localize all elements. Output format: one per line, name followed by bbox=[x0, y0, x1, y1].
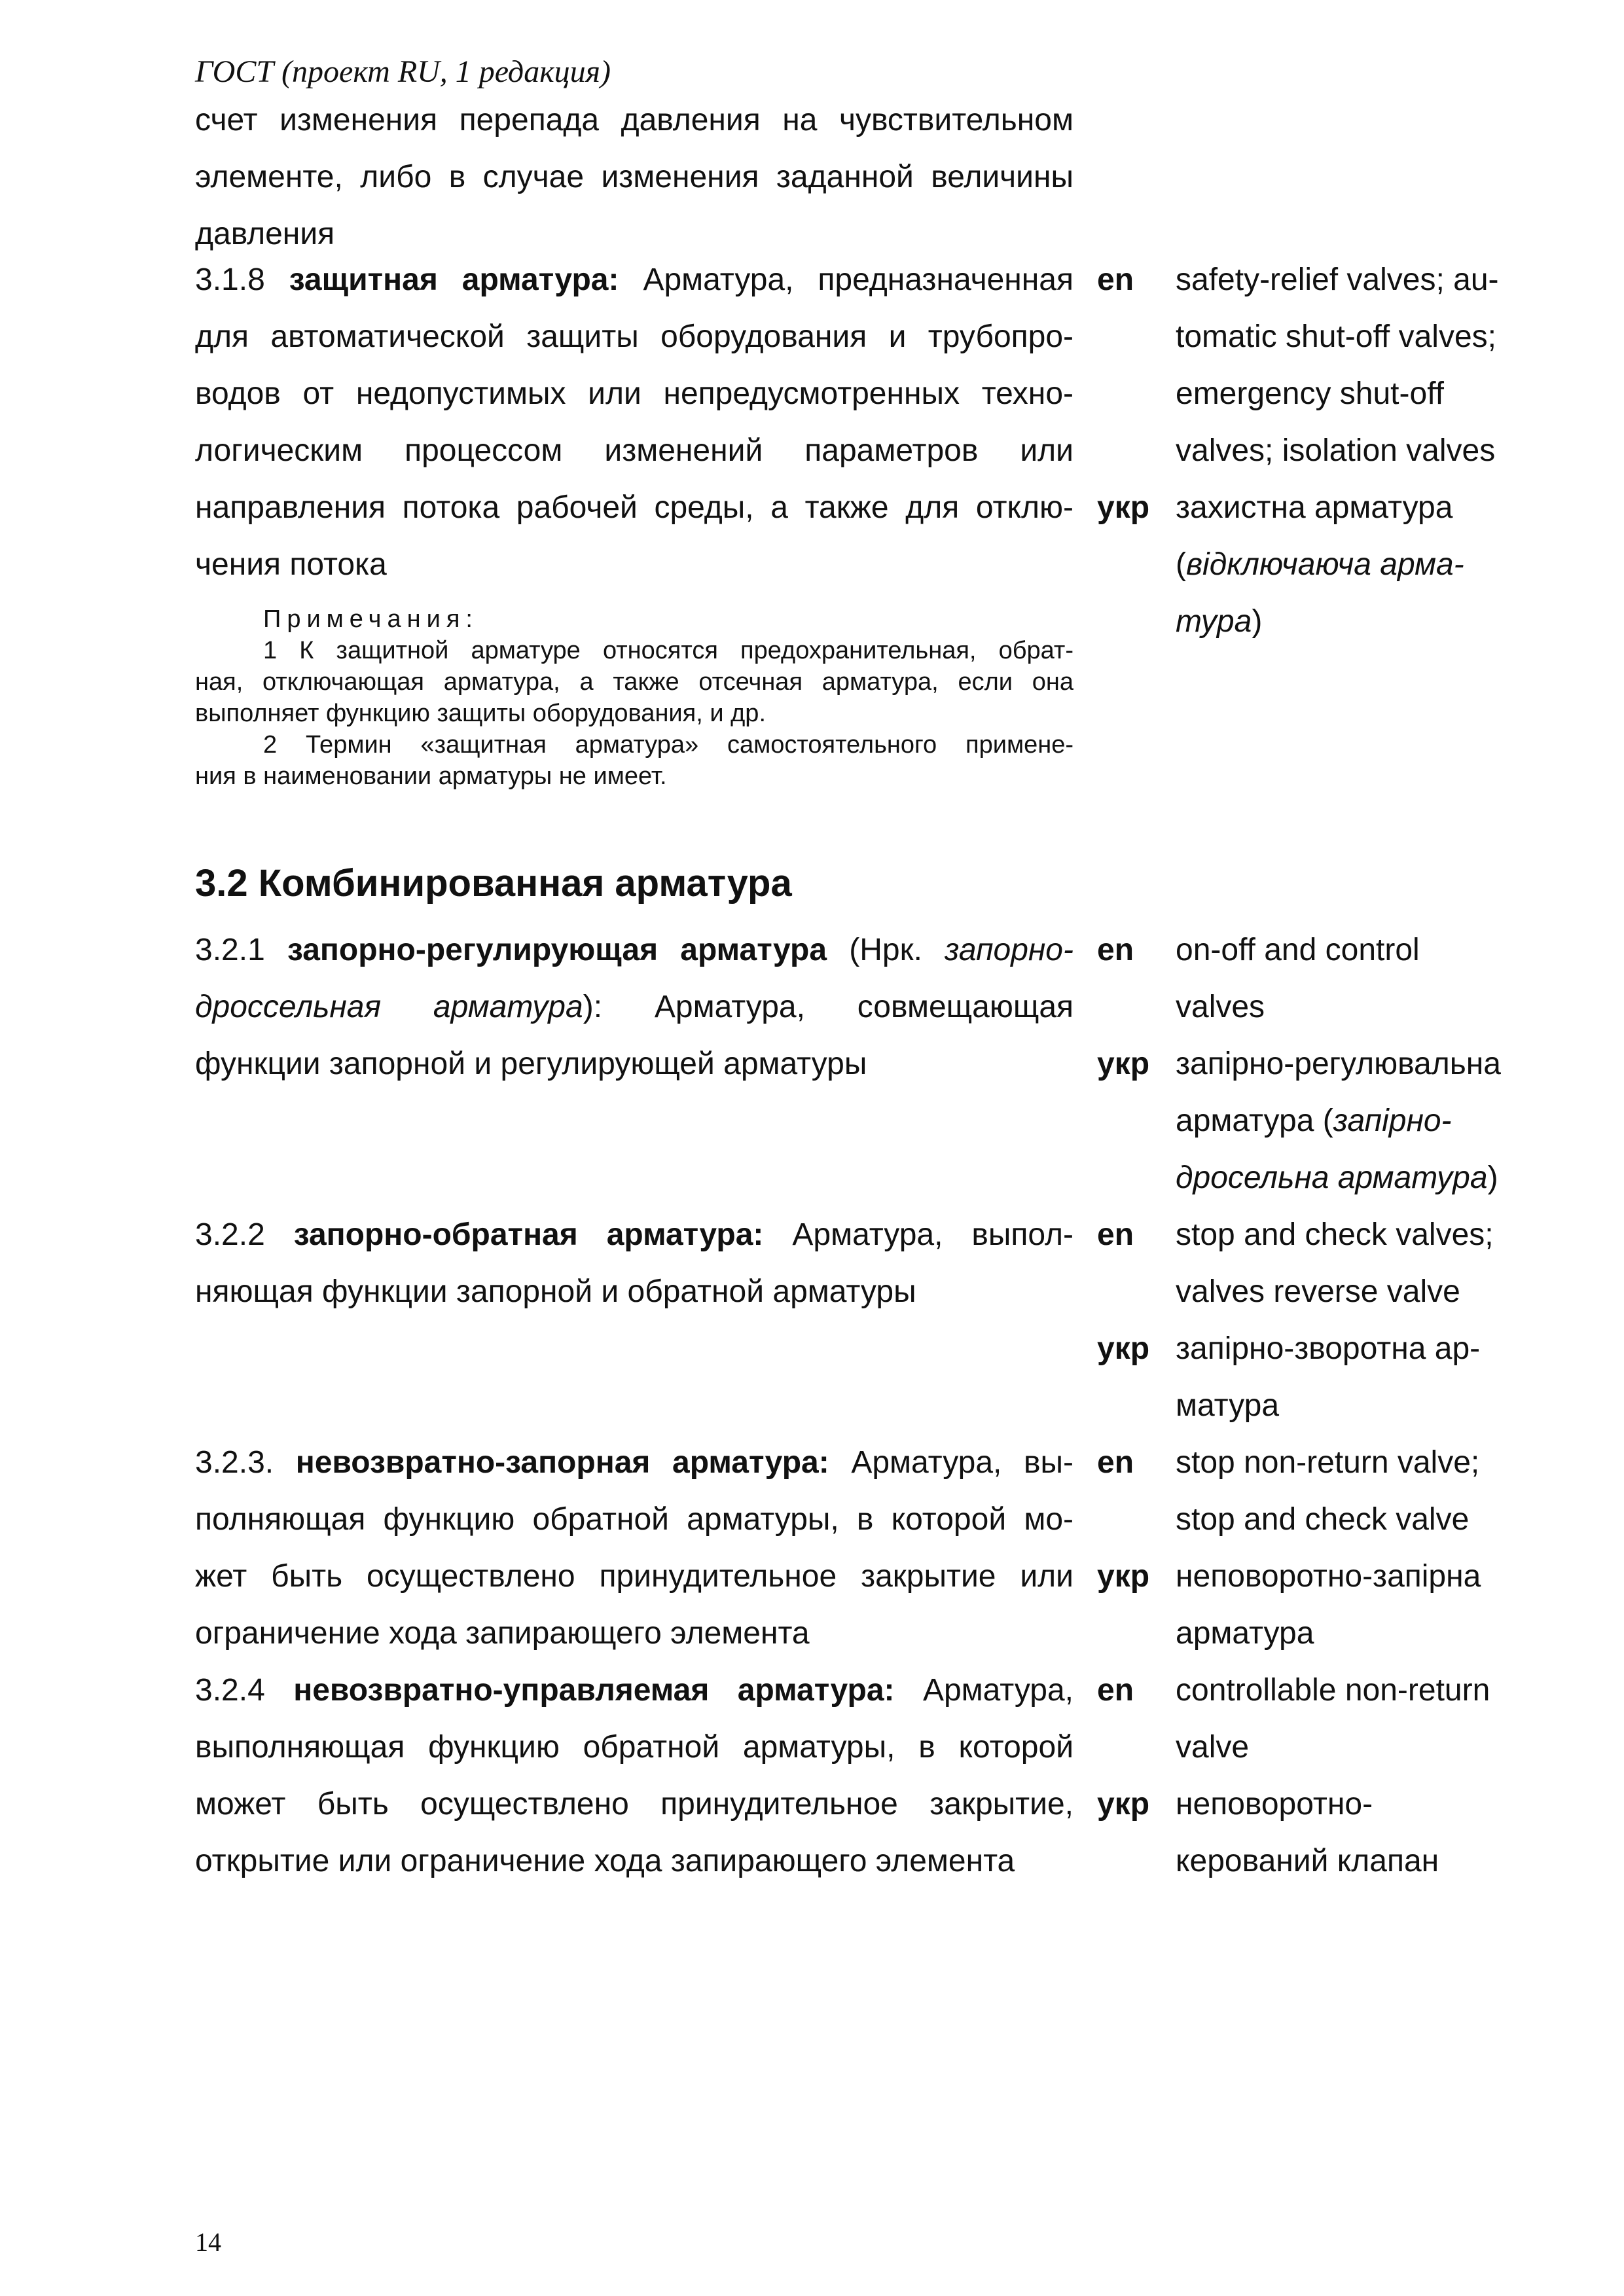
lang-label-uk: укр bbox=[1097, 1331, 1150, 1366]
term-definition: 3.2.3. невозвратно-запорная арматура: Арматура, вы- полняющая функцию обратной арматуры, в которой мо- жет быть осуществлено принудительное закрытие или ограничение хода запирающего элемента bbox=[195, 1434, 1074, 1662]
translation-uk: запірно-зворотна ар- матура bbox=[1176, 1331, 1481, 1423]
document-header: ГОСТ (проект RU, 1 редакция) bbox=[195, 54, 611, 89]
lang-label-en: en bbox=[1097, 262, 1134, 297]
term-title: невозвратно-управляемая арматура: bbox=[293, 1673, 895, 1708]
definition-line: чения потока bbox=[195, 547, 387, 582]
translation-uk: неповоротно- керований клапан bbox=[1176, 1787, 1439, 1878]
translation-uk: захистна арматура (відключаюча арма- тура) bbox=[1176, 490, 1464, 639]
definition-line: полняющая функцию обратной арматуры, в которой мо- bbox=[195, 1502, 1074, 1537]
definition-text: Арматура, предназначенная bbox=[643, 262, 1074, 297]
translation-uk: запірно-регулювальна арматура (запірно- дросельна арматура) bbox=[1176, 1047, 1501, 1195]
lang-label-en: en bbox=[1097, 1217, 1134, 1252]
term-definition: 3.2.1 запорно-регулирующая арматура (Нрк. запорно- дроссельная арматура): Арматура, совмещающая функции запорной и регулирующей арматуры bbox=[195, 922, 1074, 1092]
definition-line: направления потока рабочей среды, а также для отклю- bbox=[195, 490, 1074, 525]
definition-line: может быть осуществлено принудительное закрытие, bbox=[195, 1787, 1074, 1821]
definition-line: открытие или ограничение хода запирающего элемента bbox=[195, 1844, 1015, 1878]
note-line: выполняет функцию защиты оборудования, и др. bbox=[195, 700, 766, 727]
translation-en: on-off and control valves bbox=[1176, 933, 1420, 1024]
term-title: запорно-регулирующая арматура bbox=[287, 933, 827, 967]
lang-label-uk: укр bbox=[1097, 1787, 1150, 1821]
term-number: 3.1.8 bbox=[195, 262, 265, 297]
intro-paragraph bbox=[195, 92, 1074, 262]
translation-en: controllable non-return valve bbox=[1176, 1673, 1490, 1765]
notes-block bbox=[195, 603, 1074, 792]
term-title: невозвратно-запорная арматура: bbox=[295, 1445, 829, 1480]
lang-label-en: en bbox=[1097, 933, 1134, 967]
lang-label-en: en bbox=[1097, 1673, 1134, 1708]
note-line: ная, отключающая арматура, а также отсечная арматура, если она bbox=[195, 668, 1074, 696]
term-definition bbox=[195, 251, 1074, 593]
definition-line: жет быть осуществлено принудительное закрытие или bbox=[195, 1559, 1074, 1594]
translation-en: safety-relief valves; au- tomatic shut-off valves; emergency shut-off valves; isolation valves bbox=[1176, 262, 1499, 468]
note-line: 1 К защитной арматуре относятся предохранительная, обрат- bbox=[263, 637, 1074, 664]
notes-heading: Примечания: bbox=[263, 605, 478, 633]
intro-line: давления bbox=[195, 217, 335, 251]
definition-line: выполняющая функцию обратной арматуры, в которой bbox=[195, 1730, 1074, 1765]
definition-line: ограничение хода запирающего элемента bbox=[195, 1616, 810, 1651]
term-title: защитная арматура: bbox=[289, 262, 619, 297]
translation-en: stop and check valves; valves reverse valve bbox=[1176, 1217, 1494, 1309]
term-definition: 3.2.2 запорно-обратная арматура: Арматура, выпол- няющая функции запорной и обратной арматуры bbox=[195, 1206, 1074, 1320]
definition-line: логическим процессом изменений параметров или bbox=[195, 433, 1074, 468]
lang-label-uk: укр bbox=[1097, 1559, 1150, 1594]
lang-label-uk: укр bbox=[1097, 490, 1150, 525]
term-title: запорно-обратная арматура: bbox=[293, 1217, 764, 1252]
page-number: 14 bbox=[195, 2227, 221, 2257]
note-line: ния в наименовании арматуры не имеет. bbox=[195, 762, 667, 790]
lang-label-en: en bbox=[1097, 1445, 1134, 1480]
intro-line: элементе, либо в случае изменения заданной величины bbox=[195, 160, 1074, 194]
note-line: 2 Термин «защитная арматура» самостоятельного примене- bbox=[263, 731, 1074, 759]
section-title: 3.2 Комбинированная арматура bbox=[195, 862, 792, 905]
translation-uk: неповоротно-запірна арматура bbox=[1176, 1559, 1481, 1651]
lang-label-uk: укр bbox=[1097, 1047, 1150, 1081]
definition-line: для автоматической защиты оборудования и трубопро- bbox=[195, 319, 1074, 354]
translation-en: stop non-return valve; stop and check valve bbox=[1176, 1445, 1480, 1537]
definition-line: водов от недопустимых или непредусмотренных техно- bbox=[195, 376, 1074, 411]
intro-line: счет изменения перепада давления на чувствительном bbox=[195, 103, 1074, 137]
definition-line: няющая функции запорной и обратной арматуры bbox=[195, 1274, 916, 1309]
term-definition: 3.2.4 невозвратно-управляемая арматура: Арматура, выполняющая функцию обратной арматуры, в которой может быть осуществлено принудительное закрытие, открытие или ограничение хода запирающего элемента bbox=[195, 1662, 1074, 1890]
definition-line: функции запорной и регулирующей арматуры bbox=[195, 1047, 867, 1081]
